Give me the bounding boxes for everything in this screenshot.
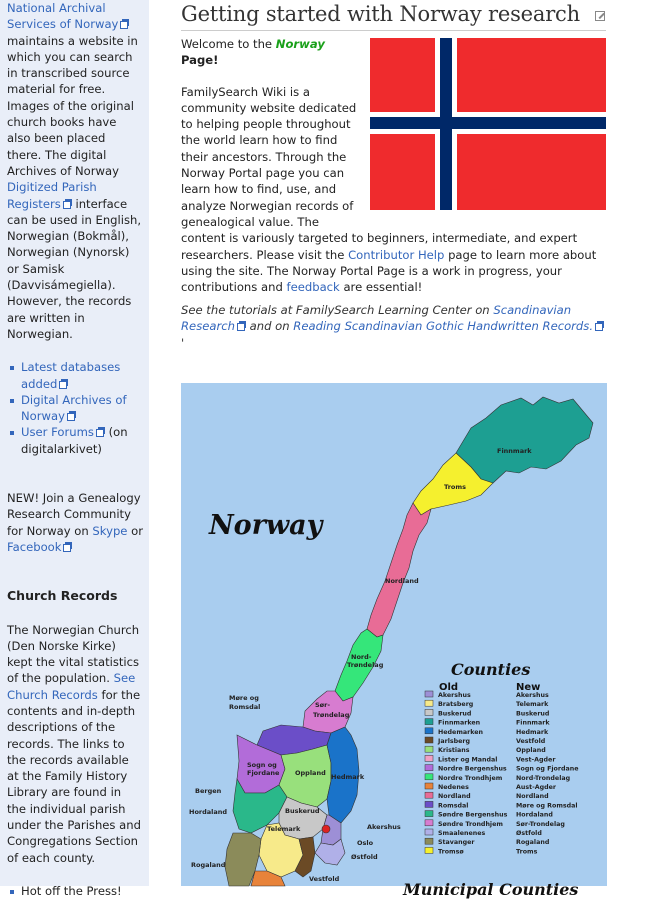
skype-link[interactable]: Skype xyxy=(92,523,128,538)
map-svg xyxy=(181,383,607,899)
legend-new-name: Nord-Trondelag xyxy=(516,774,571,782)
legend-new-name: Hordaland xyxy=(516,811,553,819)
map-label-akershus: Akershus xyxy=(367,823,401,831)
legend-new-name: Oppland xyxy=(516,747,546,755)
legend-swatch xyxy=(425,847,433,853)
sidebar xyxy=(0,0,149,898)
legend-swatch xyxy=(425,774,433,780)
intro-text: are essential! xyxy=(343,280,423,295)
list-item xyxy=(7,883,143,899)
legend-swatch xyxy=(425,838,433,844)
legend-col-old: Old xyxy=(439,682,459,693)
legend-old-name: Lister og Mandal xyxy=(438,756,498,764)
tutorial-paragraph xyxy=(181,302,606,351)
legend-new-name: Nordland xyxy=(516,793,549,801)
legend-old-name: Søndre Trondhjem xyxy=(438,820,503,828)
legend-new-name: Rogaland xyxy=(516,839,550,847)
external-link-icon xyxy=(67,411,76,420)
legend-swatch xyxy=(425,691,433,697)
external-link-icon xyxy=(96,427,105,436)
legend-swatch xyxy=(425,792,433,798)
church-paragraph xyxy=(7,622,143,866)
external-link-icon xyxy=(237,321,246,330)
main-content xyxy=(181,0,611,350)
press-text: Hot off the Press! xyxy=(21,883,122,898)
tutorial-text: ' xyxy=(181,335,185,350)
legend-old-name: Finnmarken xyxy=(438,719,481,727)
map-label-nord-trondelag-2: Trøndelag xyxy=(347,661,384,669)
map-label-hordaland: Hordaland xyxy=(189,808,228,816)
list-item xyxy=(7,392,143,425)
map-label-sor-trondelag: Sør- xyxy=(315,701,331,709)
or-text: or xyxy=(131,523,143,538)
legend-new-name: Møre og Romsdal xyxy=(516,802,578,810)
legend-rows xyxy=(425,691,578,855)
church-records-heading: Church Records xyxy=(7,588,118,604)
map-label-more: Møre og xyxy=(229,694,259,702)
archives-paragraph xyxy=(7,0,143,342)
legend-new-name: Vest-Agder xyxy=(516,756,556,764)
legend-old-name: Jarlsberg xyxy=(438,738,470,745)
press-list xyxy=(7,883,143,899)
map-label-sogn: Sogn og xyxy=(247,761,277,769)
legend-swatch xyxy=(425,829,433,835)
user-forums-link[interactable]: User Forums xyxy=(21,425,105,439)
map-label-oslo: Oslo xyxy=(357,839,374,847)
map-label-oppland: Oppland xyxy=(295,769,326,777)
contributor-help-link[interactable]: Contributor Help xyxy=(348,247,445,262)
intro-section xyxy=(181,36,606,295)
page-word: Page! xyxy=(181,53,219,68)
legend-old-name: Nedenes xyxy=(438,784,469,791)
legend-old-name: Nordland xyxy=(438,793,471,801)
legend-new-name: Akershus xyxy=(516,692,549,699)
map-label-sor-trondelag-2: Trøndelag xyxy=(313,711,350,719)
church-text: for the contents and in-depth descriptions of the records. The links to the records available at the Family History Library are found in the individual parish under the Parishes and Congregations Section of each county. xyxy=(7,687,141,865)
intro-text: page to learn more about using the site. The Norway Portal Page is a work in progress, your contributions and xyxy=(181,247,597,295)
page-title: Getting started with Norway research xyxy=(181,2,580,26)
legend-new-name: Vestfold xyxy=(516,738,546,745)
digital-archives-link[interactable]: Digital Archives of Norway xyxy=(21,392,127,424)
digitized-registers-link[interactable]: Digitized Parish Registers xyxy=(7,180,97,211)
region-oslo xyxy=(322,825,330,833)
map-label-sogn-2: Fjordane xyxy=(247,769,280,777)
legend-old-name: Smaalenenes xyxy=(438,830,486,837)
forums-suffix: (on digitalarkivet) xyxy=(21,425,128,456)
map-label-buskerud: Buskerud xyxy=(285,807,320,815)
legend-swatch xyxy=(425,811,433,817)
legend-swatch xyxy=(425,820,433,826)
list-item xyxy=(7,424,143,457)
legend-swatch xyxy=(425,783,433,789)
legend-swatch xyxy=(425,746,433,752)
legend-old-name: Tromsø xyxy=(438,848,464,856)
legend-swatch xyxy=(425,801,433,807)
legend-old-name: Akershus xyxy=(438,692,471,699)
scandinavian-research-link[interactable]: Scandinavian Research xyxy=(181,303,572,334)
legend-new-name: Troms xyxy=(516,848,538,856)
latest-databases-link[interactable]: Latest databases added xyxy=(21,360,121,391)
map-label-hedmark: Hedmark xyxy=(331,773,365,781)
see-church-records-link[interactable]: See Church Records xyxy=(7,671,136,702)
facebook-link[interactable]: Facebook xyxy=(7,540,72,554)
legend-swatch xyxy=(425,728,433,734)
external-link-icon xyxy=(63,199,72,208)
gothic-handwriting-link[interactable]: Reading Scandinavian Gothic Handwritten Records. xyxy=(293,319,604,333)
map-label-ostfold: Østfold xyxy=(351,853,378,861)
legend-old-name: Bratsberg xyxy=(438,701,474,709)
join-text: NEW! Join a Genealogy Research Community for Norway on xyxy=(7,491,141,538)
map-label-more-2: Romsdal xyxy=(229,703,261,711)
legend-old-name: Stavanger xyxy=(438,839,475,847)
legend-old-name: Søndre Bergenshus xyxy=(438,811,508,819)
list-item xyxy=(7,359,143,392)
tutorial-text: and on xyxy=(249,319,290,334)
map-label-nord-trondelag: Nord- xyxy=(351,653,372,661)
external-link-icon xyxy=(59,379,68,388)
bottom-map-title: Municipal Counties xyxy=(403,880,579,899)
legend-old-name: Buskerud xyxy=(438,710,472,718)
legend-swatch xyxy=(425,755,433,761)
legend-new-name: Finnmark xyxy=(516,719,550,727)
legend-swatch xyxy=(425,700,433,706)
legend-swatch xyxy=(425,709,433,715)
intro-text: FamilySearch Wiki is a community website dedicated to helping people throughout the world learn how to find their ancestors. Through the Norway Portal page you can learn how to find, use, and analyze Norwegian records of genealogical value. The content is variously targeted to beginners, intermediate, and expert researchers. Please visit the xyxy=(181,84,578,262)
external-link-icon xyxy=(120,19,129,28)
divider xyxy=(181,30,606,31)
counties-title: Counties xyxy=(451,660,531,679)
legend-swatch xyxy=(425,737,433,743)
norway-word: Norway xyxy=(275,37,325,51)
legend-old-name: Nordre Bergenshus xyxy=(438,765,507,773)
edit-icon[interactable] xyxy=(595,11,605,21)
interface-text: interface can be used in English, Norwegian (Bokmål), Norwegian (Nynorsk) or Samisk (Davvisámegiella). However, the records are written in Norwegian. xyxy=(7,196,142,341)
legend-old-name: Romsdal xyxy=(438,802,469,810)
legend-old-name: Nordre Trondhjem xyxy=(438,774,503,782)
legend-new-name: Østfold xyxy=(516,830,542,837)
norway-counties-map xyxy=(181,383,607,899)
external-link-icon xyxy=(595,321,604,330)
legend-old-name: Kristians xyxy=(438,747,470,755)
tutorial-text: See the tutorials at FamilySearch Learning Center on xyxy=(181,303,490,317)
archives-text: maintains a website in which you can search in transcribed source material for free. Images of the original church books have also been placed there. The digital Archives of Norway xyxy=(7,33,138,178)
region-nordland xyxy=(367,503,431,637)
map-label-rogaland: Rogaland xyxy=(191,861,226,869)
legend-col-new: New xyxy=(516,682,541,693)
legend-new-name: Hedmark xyxy=(516,728,549,736)
legend-new-name: Aust-Agder xyxy=(516,784,556,791)
join-paragraph xyxy=(7,490,143,555)
map-label-bergen: Bergen xyxy=(195,787,222,795)
map-label-nordland: Nordland xyxy=(385,577,419,585)
external-link-icon xyxy=(63,542,72,551)
legend-old-name: Hedemarken xyxy=(438,728,484,736)
sidebar-link-list xyxy=(7,359,143,457)
map-label-vestfold: Vestfold xyxy=(309,875,340,883)
map-title: Norway xyxy=(209,510,323,541)
region-finnmark xyxy=(456,397,593,483)
map-label-telemark: Telemark xyxy=(267,825,301,833)
map-label-troms: Troms xyxy=(444,483,467,491)
legend-new-name: Sogn og Fjordane xyxy=(516,765,579,773)
map-label-finnmark: Finnmark xyxy=(497,447,532,455)
national-archival-link[interactable]: National Archival Services of Norway xyxy=(7,1,129,31)
welcome-text: Welcome to the xyxy=(181,37,273,51)
legend-swatch xyxy=(425,765,433,771)
legend-new-name: Telemark xyxy=(516,701,549,709)
legend-new-name: Buskerud xyxy=(516,710,550,718)
norway-flag-image xyxy=(370,38,606,210)
church-text: The Norwegian Church (Den Norske Kirke) kept the vital statistics of the population. xyxy=(7,622,140,686)
legend-swatch xyxy=(425,719,433,725)
legend-new-name: Sør-Trondelag xyxy=(516,820,565,828)
feedback-link[interactable]: feedback xyxy=(286,280,340,295)
